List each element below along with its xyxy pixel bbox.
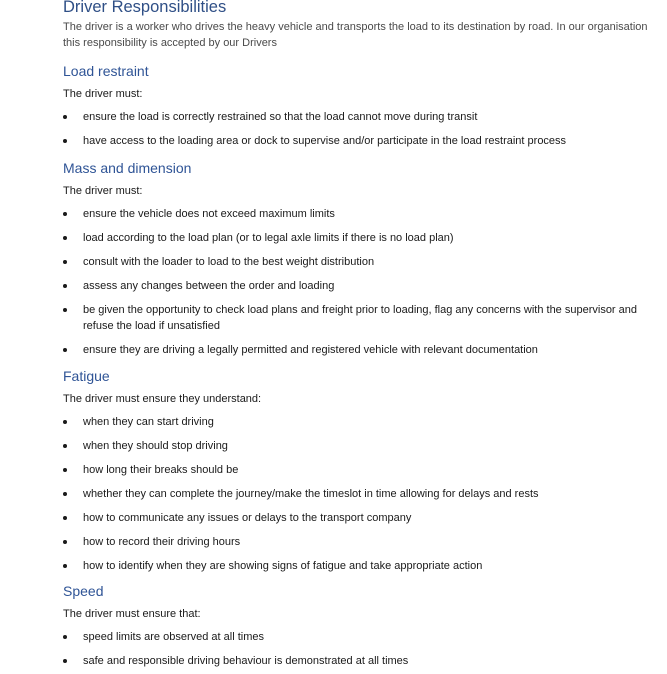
list-item: whether they can complete the journey/make the timeslot in time allowing for delays and rests: [63, 486, 653, 502]
section-lead: The driver must:: [63, 88, 143, 100]
section-lead: The driver must ensure that:: [63, 608, 201, 620]
bullet-list: [63, 414, 653, 574]
list-item: have access to the loading area or dock to supervise and/or participate in the load restraint process: [63, 133, 653, 149]
bullet-icon: [63, 236, 67, 240]
section-lead: The driver must ensure they understand:: [63, 393, 262, 405]
bullet-icon: [63, 284, 67, 288]
bullet-icon: [63, 635, 67, 639]
bullet-list: [63, 109, 653, 149]
section-load-restraint: [63, 62, 653, 149]
bullet-icon: [63, 444, 67, 448]
list-item: how long their breaks should be: [63, 462, 653, 478]
list-item: how to record their driving hours: [63, 534, 653, 550]
bullet-list: [63, 206, 653, 358]
list-item: consult with the loader to load to the best weight distribution: [63, 254, 653, 270]
section-lead: The driver must:: [63, 185, 143, 197]
list-item: when they can start driving: [63, 414, 653, 430]
section-fatigue: [63, 367, 653, 574]
list-item: load according to the load plan (or to legal axle limits if there is no load plan): [63, 230, 653, 246]
list-item: assess any changes between the order and loading: [63, 278, 653, 294]
list-item: how to identify when they are showing signs of fatigue and take appropriate action: [63, 558, 653, 574]
section-heading: Speed: [63, 583, 104, 599]
bullet-icon: [63, 492, 67, 496]
bullet-icon: [63, 348, 67, 352]
list-item: be given the opportunity to check load plans and freight prior to loading, flag any concerns with the supervisor and refuse the load if unsatisfied: [63, 302, 653, 334]
bullet-icon: [63, 139, 67, 143]
section-heading: Mass and dimension: [63, 160, 192, 176]
list-item: ensure the vehicle does not exceed maximum limits: [63, 206, 653, 222]
section-heading: Load restraint: [63, 63, 149, 79]
bullet-icon: [63, 115, 67, 119]
section-mass-dimension: [63, 159, 653, 358]
bullet-icon: [63, 564, 67, 568]
list-item: speed limits are observed at all times: [63, 629, 653, 645]
bullet-icon: [63, 516, 67, 520]
intro-paragraph: The driver is a worker who drives the heavy vehicle and transports the load to its destination by road. In our organisation this responsibility is accepted by our Drivers: [63, 21, 648, 49]
bullet-icon: [63, 260, 67, 264]
section-speed: [63, 582, 653, 669]
section-heading: Fatigue: [63, 368, 110, 384]
list-item: ensure the load is correctly restrained so that the load cannot move during transit: [63, 109, 653, 125]
page-title: Driver Responsibilities: [63, 0, 227, 16]
list-item: safe and responsible driving behaviour is demonstrated at all times: [63, 653, 653, 669]
bullet-icon: [63, 308, 67, 312]
bullet-icon: [63, 659, 67, 663]
document-page: [63, 0, 653, 667]
list-item: when they should stop driving: [63, 438, 653, 454]
bullet-icon: [63, 212, 67, 216]
list-item: ensure they are driving a legally permitted and registered vehicle with relevant documentation: [63, 342, 653, 358]
bullet-icon: [63, 540, 67, 544]
bullet-list: [63, 629, 653, 669]
bullet-icon: [63, 420, 67, 424]
list-item: how to communicate any issues or delays to the transport company: [63, 510, 653, 526]
bullet-icon: [63, 468, 67, 472]
